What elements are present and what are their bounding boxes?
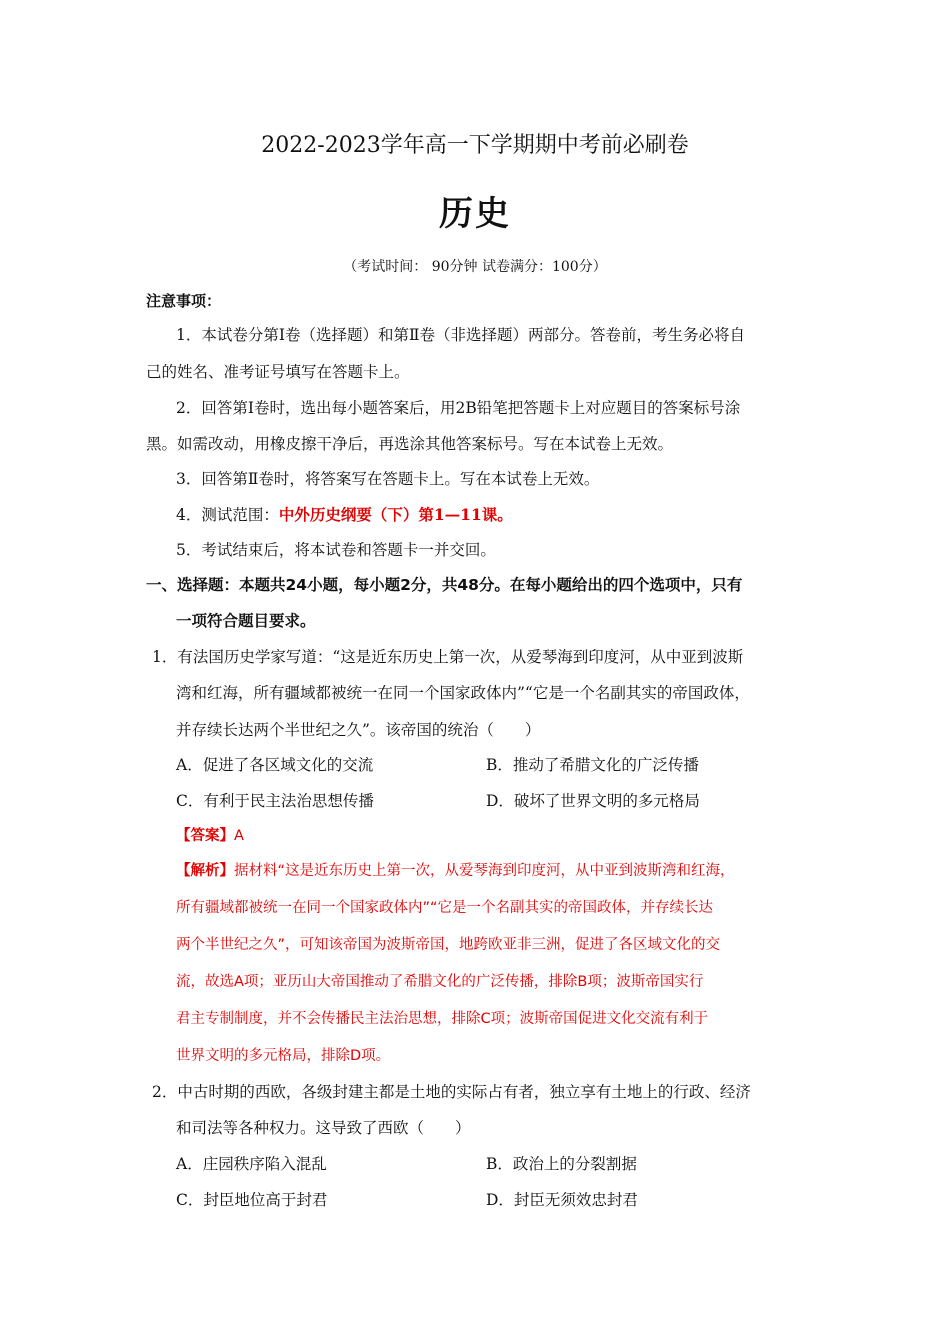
notice-item-4 bbox=[176, 503, 513, 525]
question-1-stem-line-1: 1．有法国历史学家写道：“这是近东历史上第一次，从爱琴海到印度河，从中亚到波斯 bbox=[152, 648, 744, 666]
question-2-option-a: A．庄园秩序陷入混乱 bbox=[176, 1155, 327, 1173]
section-1-heading-line-2: 一项符合题目要求。 bbox=[176, 612, 316, 630]
analysis-text: 据材料“这是近东历史上第一次，从爱琴海到印度河，从中亚到波斯湾和红海， bbox=[234, 863, 735, 879]
question-1-option-b: B．推动了希腊文化的广泛传播 bbox=[486, 756, 699, 774]
question-2-stem-line-2: 和司法等各种权力。这导致了西欧（ ） bbox=[176, 1119, 471, 1137]
question-1-stem-line-2: 湾和红海，所有疆域都被统一在同一个国家政体内”“它是一个名副其实的帝国政体， bbox=[176, 684, 750, 702]
question-1-analysis-line-6: 世界文明的多元格局，排除D项。 bbox=[176, 1048, 391, 1064]
notice-heading: 注意事项： bbox=[146, 292, 222, 310]
question-2-option-c: C．封臣地位高于封君 bbox=[176, 1191, 328, 1209]
question-1-analysis-line-3: 两个半世纪之久”，可知该帝国为波斯帝国，地跨欧亚非三洲，促进了各区域文化的交 bbox=[176, 937, 721, 953]
notice-item-5: 5．考试结束后，将本试卷和答题卡一并交回。 bbox=[176, 541, 496, 559]
question-1-analysis-line-5: 君主专制制度，并不会传播民主法治思想，排除C项；波斯帝国促进文化交流有利于 bbox=[176, 1011, 709, 1027]
notice-item-1-line-1: 1．本试卷分第Ⅰ卷（选择题）和第Ⅱ卷（非选择题）两部分。答卷前，考生务必将自 bbox=[176, 326, 746, 344]
test-range: 中外历史纲要（下）第1—11课。 bbox=[278, 505, 513, 524]
question-1-stem-line-3: 并存续长达两个半世纪之久”。该帝国的统治（ ） bbox=[176, 721, 541, 739]
notice-item-1-line-2: 己的姓名、准考证号填写在答题卡上。 bbox=[146, 363, 410, 381]
question-2-option-b: B．政治上的分裂割据 bbox=[486, 1155, 637, 1173]
answer-value: A bbox=[234, 828, 244, 844]
question-2-stem-line-1: 2．中古时期的西欧，各级封建主都是土地的实际占有者，独立享有土地上的行政、经济 bbox=[152, 1083, 751, 1101]
question-1-analysis-line-4: 流，故选A项；亚历山大帝国推动了希腊文化的广泛传播，排除B项；波斯帝国实行 bbox=[176, 974, 704, 990]
subject-title: 历史 bbox=[439, 194, 511, 234]
question-1-analysis-line-1 bbox=[176, 859, 735, 880]
notice-item-2-line-2: 黑。如需改动，用橡皮擦干净后，再选涂其他答案标号。写在本试卷上无效。 bbox=[146, 435, 674, 453]
question-1-answer bbox=[176, 824, 244, 845]
question-1-analysis-line-2: 所有疆域都被统一在同一个国家政体内”“它是一个名副其实的帝国政体，并存续长达 bbox=[176, 900, 714, 916]
question-2-option-d: D．封臣无须效忠封君 bbox=[486, 1191, 638, 1209]
question-1-option-d: D．破坏了世界文明的多元格局 bbox=[486, 792, 700, 810]
section-1-heading: 一、选择题：本题共24小题，每小题2分，共48分。在每小题给出的四个选项中，只有 bbox=[146, 576, 743, 594]
exam-title: 2022-2023学年高一下学期期中考前必刷卷 bbox=[261, 133, 689, 158]
question-1-option-c: C．有利于民主法治思想传播 bbox=[176, 792, 374, 810]
notice-item-3: 3．回答第Ⅱ卷时，将答案写在答题卡上。写在本试卷上无效。 bbox=[176, 470, 600, 488]
answer-tag: 【答案】 bbox=[176, 828, 234, 844]
question-1-option-a: A．促进了各区域文化的交流 bbox=[176, 756, 374, 774]
notice-item-4-prefix: 4．测试范围： bbox=[176, 506, 279, 524]
notice-item-2-line-1: 2．回答第Ⅰ卷时，选出每小题答案后，用2B铅笔把答题卡上对应题目的答案标号涂 bbox=[176, 399, 741, 417]
analysis-tag: 【解析】 bbox=[176, 863, 234, 879]
exam-info: （考试时间： 90分钟 试卷满分：100分） bbox=[343, 259, 607, 275]
